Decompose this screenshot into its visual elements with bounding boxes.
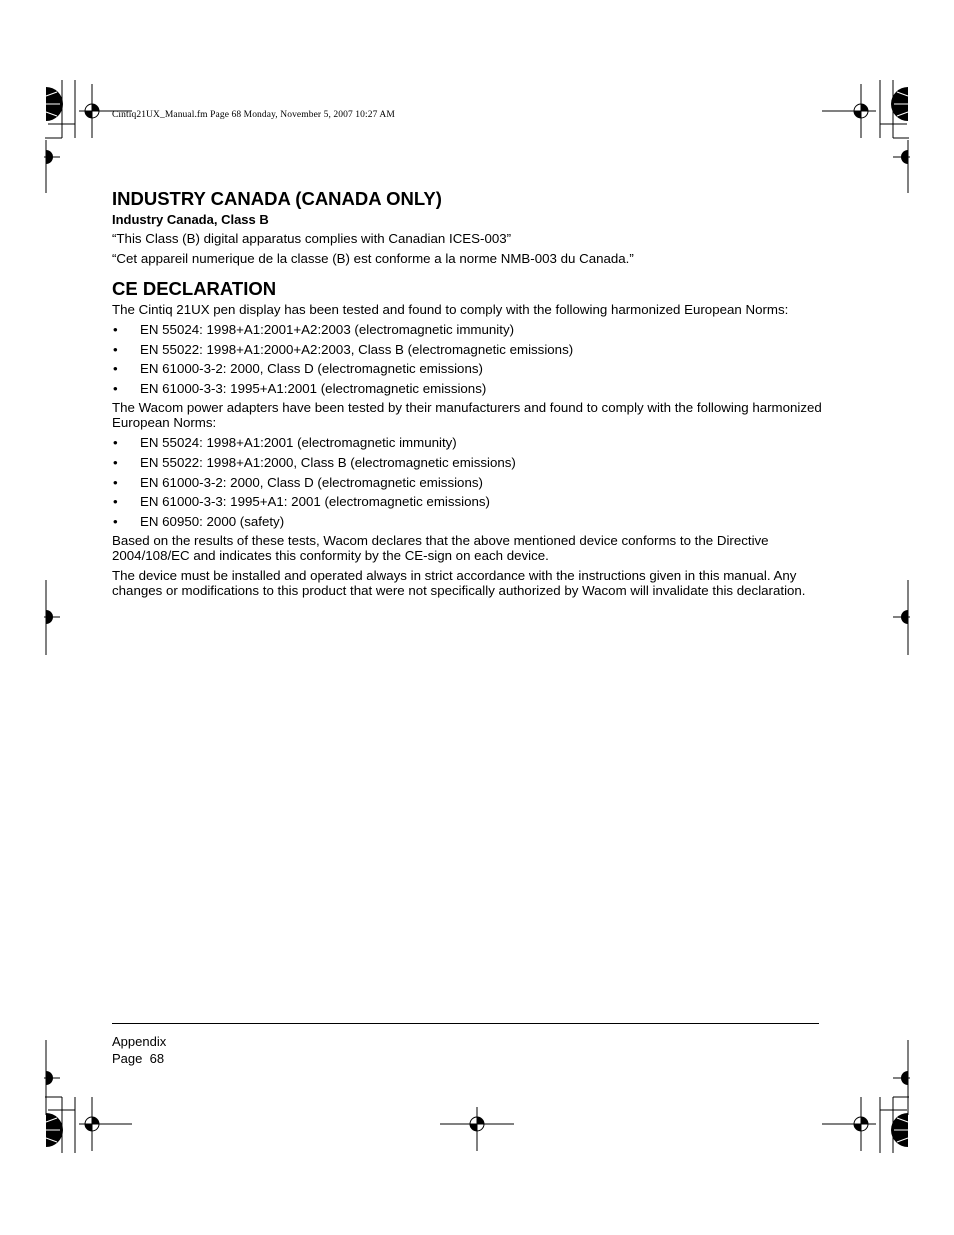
bullet: • [113,513,118,529]
section-title-ce-declaration: CE DECLARATION [112,278,277,299]
list-item [112,342,824,357]
bullet: • [113,474,118,490]
section-subtitle: Industry Canada, Class B [112,212,269,227]
conformity-paragraph: Based on the results of these tests, Wacom declares that the above mentioned device conforms to the Directive 2004/108/EC and indicates this conformity by the CE-sign on each device. [112,533,769,564]
list-item [112,475,824,490]
list-item-text: EN 55022: 1998+A1:2000, Class B (electromagnetic emissions) [140,454,516,470]
footer-page-number: Page 68 [112,1051,165,1066]
list-item-text: EN 61000-3-2: 2000, Class D (electromagnetic emissions) [140,474,483,490]
list-item-text: EN 61000-3-3: 1995+A1: 2001 (electromagnetic emissions) [140,494,490,510]
page-footer [112,1033,166,1067]
adapters-paragraph: The Wacom power adapters have been tested by their manufacturers and found to comply with the following harmonized European Norms: [112,400,822,431]
list-item [112,514,824,529]
bullet: • [113,380,118,396]
bullet: • [113,361,118,377]
list-item-text: EN 55024: 1998+A1:2001 (electromagnetic immunity) [140,435,457,451]
list-item [112,361,824,376]
footer-section-name: Appendix [112,1034,167,1049]
bullet: • [113,454,118,470]
list-item [112,455,824,470]
list-item [112,435,824,450]
section-title-industry-canada: INDUSTRY CANADA (CANADA ONLY) [112,188,442,209]
list-item-text: EN 61000-3-3: 1995+A1:2001 (electromagnetic emissions) [140,380,487,396]
list-item [112,322,824,337]
list-item [112,494,824,509]
bullet: • [113,435,118,451]
list-item-text: EN 60950: 2000 (safety) [140,513,285,529]
bullet: • [113,322,118,337]
print-slug-header: Cintiq21UX_Manual.fm Page 68 Monday, November 5, 2007 10:27 AM [112,110,395,120]
bullet: • [113,494,118,510]
compliance-line: “This Class (B) digital apparatus complies with Canadian ICES-003” [112,231,512,246]
compliance-line: “Cet appareil numerique de la classe (B) est conforme a la norme NMB-003 du Canada.” [112,251,634,266]
footer-divider [112,1023,819,1024]
norms-list-adapters [112,435,824,528]
installation-paragraph: The device must be installed and operated always in strict accordance with the instructions given in this manual. Any changes or modifications to this product that were not specifically authorized by Wacom will invalidate this declaration. [112,568,806,599]
list-item-text: EN 55024: 1998+A1:2001+A2:2003 (electromagnetic immunity) [140,322,515,337]
main-content [112,188,824,603]
list-item-text: EN 61000-3-2: 2000, Class D (electromagnetic emissions) [140,361,483,377]
norms-list-display [112,322,824,396]
list-item-text: EN 55022: 1998+A1:2000+A2:2003, Class B (electromagnetic emissions) [140,341,574,357]
bullet: • [113,341,118,357]
list-item [112,381,824,396]
ce-intro-paragraph: The Cintiq 21UX pen display has been tested and found to comply with the following harmonized European Norms: [112,302,789,317]
